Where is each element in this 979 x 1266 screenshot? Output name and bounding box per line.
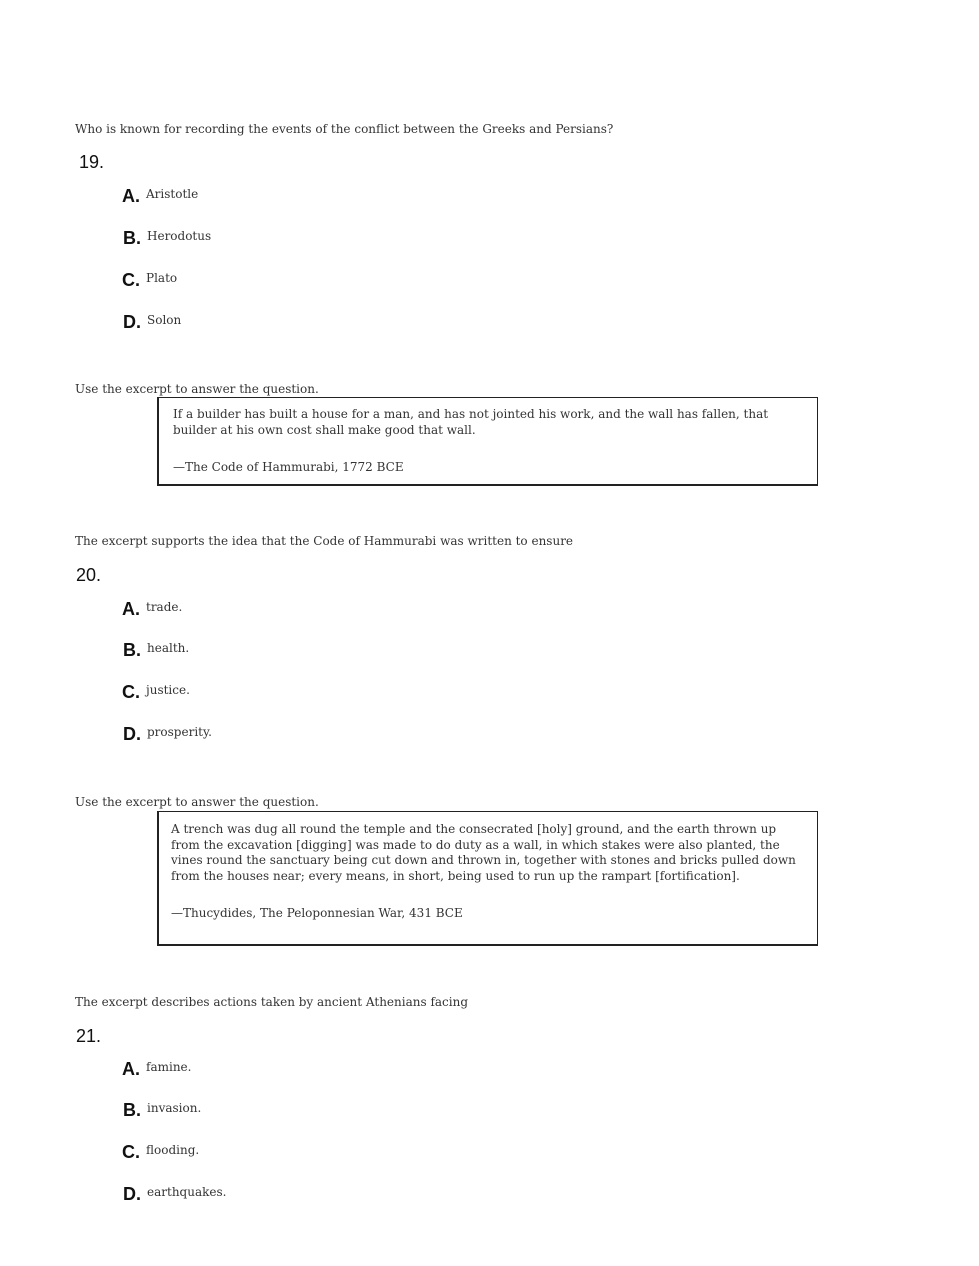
- question-20-option-a-text[interactable]: trade.: [146, 600, 183, 614]
- question-20-prompt: The excerpt supports the idea that the Code of Hammurabi was written to ensure: [75, 534, 574, 548]
- question-21-option-a[interactable]: [122, 1059, 140, 1080]
- option-letter: B.: [123, 640, 141, 660]
- question-19-option-d-text[interactable]: Solon: [147, 313, 182, 327]
- question-21-option-d-text[interactable]: earthquakes.: [147, 1185, 227, 1199]
- question-19-option-b[interactable]: [123, 228, 141, 249]
- question-20-option-d-text[interactable]: prosperity.: [147, 725, 212, 739]
- question-20-option-c[interactable]: [122, 682, 140, 703]
- option-letter: B.: [123, 228, 141, 248]
- question-20-number: 20.: [76, 565, 102, 585]
- option-letter: B.: [123, 1100, 141, 1120]
- question-19-option-c[interactable]: [122, 270, 140, 291]
- question-20-option-b[interactable]: [123, 640, 141, 661]
- option-letter: A.: [122, 1059, 140, 1079]
- question-20-option-b-text[interactable]: health.: [147, 641, 190, 655]
- excerpt-source: —The Code of Hammurabi, 1772 BCE: [173, 460, 404, 475]
- option-letter: D.: [123, 312, 141, 332]
- question-21-intro: Use the excerpt to answer the question.: [75, 795, 319, 809]
- question-21-option-c[interactable]: [122, 1142, 140, 1163]
- option-letter: A.: [122, 186, 140, 206]
- question-20-excerpt-box: [157, 397, 818, 486]
- option-letter: C.: [122, 1142, 140, 1162]
- question-21-option-b[interactable]: [123, 1100, 141, 1121]
- excerpt-source: —Thucydides, The Peloponnesian War, 431 BCE: [171, 906, 463, 921]
- question-21-excerpt-box: [157, 811, 818, 946]
- question-21-option-a-text[interactable]: famine.: [146, 1060, 192, 1074]
- question-20-option-c-text[interactable]: justice.: [146, 683, 190, 697]
- question-19-prompt: Who is known for recording the events of the conflict between the Greeks and Persians?: [75, 122, 614, 136]
- question-21-option-b-text[interactable]: invasion.: [147, 1101, 202, 1115]
- question-19-option-a[interactable]: [122, 186, 140, 207]
- question-21-option-d[interactable]: [123, 1184, 141, 1205]
- question-19-number: 19.: [79, 152, 105, 172]
- question-20-intro: Use the excerpt to answer the question.: [75, 382, 319, 396]
- option-letter: A.: [122, 599, 140, 619]
- option-letter: D.: [123, 1184, 141, 1204]
- option-letter: D.: [123, 724, 141, 744]
- question-21-prompt: The excerpt describes actions taken by ancient Athenians facing: [75, 995, 469, 1009]
- excerpt-text: If a builder has built a house for a man, and has not jointed his work, and the wall has fallen, that builder at his own cost shall make good that wall.: [173, 407, 769, 437]
- excerpt-text: A trench was dug all round the temple and the consecrated [holy] ground, and the earth thrown up from the excavation [digging] was made to do duty as a wall, in which stakes were also planted, the vines round the sanctuary being cut down and thrown in, together with stones and bricks pulled down from the houses near; every means, in short, being used to run up the rampart [fortification].: [171, 822, 796, 883]
- question-20-option-d[interactable]: [123, 724, 141, 745]
- option-letter: C.: [122, 682, 140, 702]
- question-19-option-b-text[interactable]: Herodotus: [147, 229, 212, 243]
- question-21-number: 21.: [76, 1026, 102, 1046]
- question-19-option-a-text[interactable]: Aristotle: [146, 187, 199, 201]
- question-19-option-c-text[interactable]: Plato: [146, 271, 178, 285]
- option-letter: C.: [122, 270, 140, 290]
- question-20-option-a[interactable]: [122, 599, 140, 620]
- question-19-option-d[interactable]: [123, 312, 141, 333]
- question-21-option-c-text[interactable]: flooding.: [146, 1143, 200, 1157]
